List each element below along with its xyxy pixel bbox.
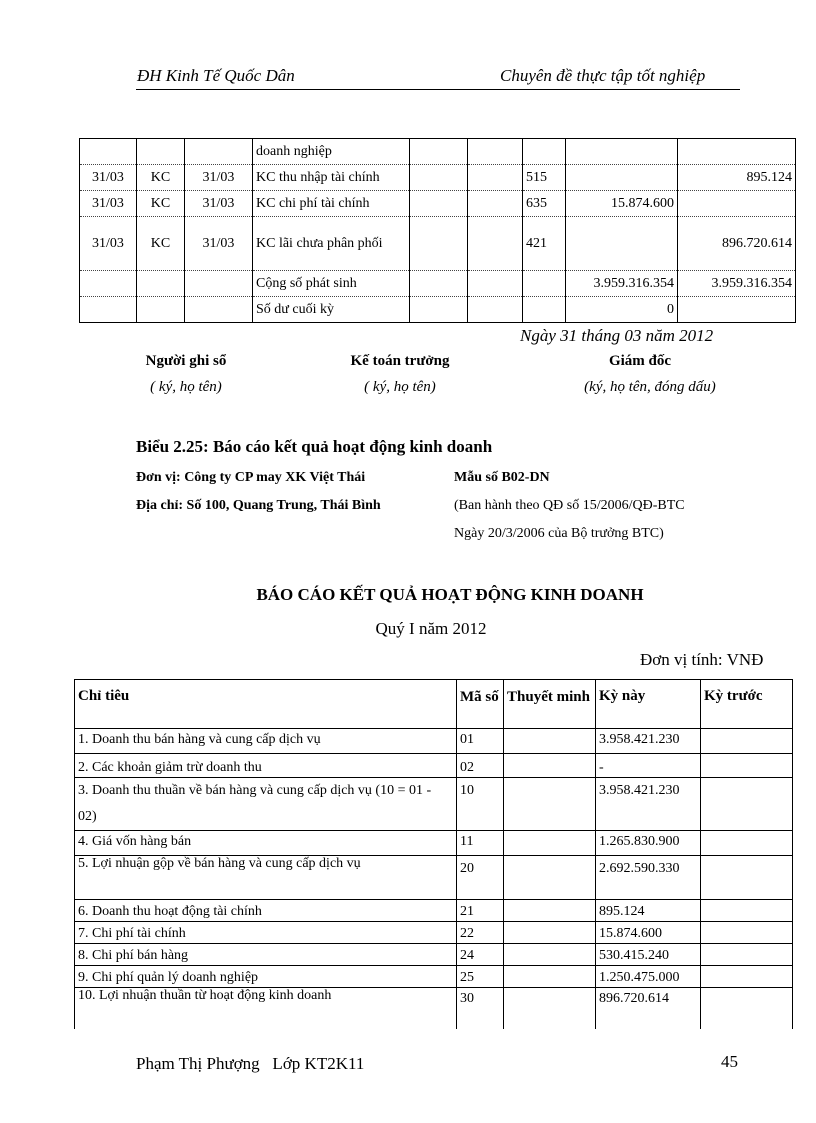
section-title: Biểu 2.25: Báo cáo kết quả hoạt động kinh doanh <box>136 437 493 456</box>
report-period: Quý I năm 2012 <box>375 619 487 638</box>
decree-line-1: (Ban hành theo QĐ số 15/2006/QĐ-BTC <box>454 498 685 513</box>
ledger-table <box>79 138 796 323</box>
decree-line-2: Ngày 20/3/2006 của Bộ trưởng BTC) <box>454 526 664 541</box>
date-line: Ngày 31 tháng 03 năm 2012 <box>520 326 714 345</box>
ledger-row: Số dư cuối kỳ 0 <box>80 297 796 323</box>
ledger-row: 31/03 KC 31/03 KC chi phí tài chính 635 15.874.600 <box>80 191 796 217</box>
income-statement-table <box>74 679 793 1029</box>
table-row: 8. Chi phí bán hàng 24 530.415.240 <box>75 944 793 966</box>
table-row: 1. Doanh thu bán hàng và cung cấp dịch vụ 01 3.958.421.230 <box>75 729 793 754</box>
company-unit: Đơn vị: Công ty CP may XK Việt Thái <box>136 470 366 485</box>
table-row: 9. Chi phí quản lý doanh nghiệp 25 1.250.475.000 <box>75 966 793 988</box>
table-row: 2. Các khoản giảm trừ doanh thu 02 - <box>75 754 793 778</box>
signature-title-director: Giám đốc <box>608 353 672 369</box>
table-row: 6. Doanh thu hoạt động tài chính 21 895.124 <box>75 900 793 922</box>
table-row: 7. Chi phí tài chính 22 15.874.600 <box>75 922 793 944</box>
ledger-row: 31/03 KC 31/03 KC thu nhập tài chính 515 895.124 <box>80 165 796 191</box>
ledger-row: 31/03 KC 31/03 KC lãi chưa phân phối 421 896.720.614 <box>80 217 796 271</box>
header-report-type: Chuyên đề thực tập tốt nghiệp <box>500 66 706 85</box>
header-code: Mã số <box>457 680 504 729</box>
signature-note-chief-accountant: ( ký, họ tên) <box>364 379 436 395</box>
table-row: 10. Lợi nhuận thuần từ hoạt động kinh doanh 30 896.720.614 <box>75 988 793 1030</box>
header-indicator: Chỉ tiêu <box>75 680 457 729</box>
page-number: 45 <box>721 1052 738 1071</box>
footer-author: Phạm Thị Phượng Lớp KT2K11 <box>136 1054 365 1073</box>
table-row: 4. Giá vốn hàng bán 11 1.265.830.900 <box>75 831 793 856</box>
form-number: Mẫu số B02-DN <box>454 470 550 485</box>
header-note: Thuyết minh <box>504 680 596 729</box>
signature-note-recorder: ( ký, họ tên) <box>150 379 222 395</box>
signature-note-director: (ký, họ tên, đóng dấu) <box>584 379 716 395</box>
report-title: BÁO CÁO KẾT QUẢ HOẠT ĐỘNG KINH DOANH <box>256 585 644 604</box>
report-unit: Đơn vị tính: VNĐ <box>640 650 764 669</box>
header-previous: Kỳ trước <box>701 680 793 729</box>
header-school: ĐH Kinh Tế Quốc Dân <box>137 66 295 85</box>
ledger-row: doanh nghiệp <box>80 139 796 165</box>
header-current: Kỳ này <box>596 680 701 729</box>
signature-title-recorder: Người ghi sổ <box>145 353 227 369</box>
ledger-row: Cộng số phát sinh 3.959.316.354 3.959.316.354 <box>80 271 796 297</box>
signature-title-chief-accountant: Kế toán trưởng <box>350 353 450 369</box>
table-header-row <box>75 680 793 729</box>
table-row: 5. Lợi nhuận gộp về bán hàng và cung cấp dịch vụ 20 2.692.590.330 <box>75 856 793 900</box>
table-row: 3. Doanh thu thuần về bán hàng và cung cấp dịch vụ (10 = 01 - 02) 10 3.958.421.230 <box>75 778 793 831</box>
header-rule <box>136 89 740 90</box>
company-address: Địa chỉ: Số 100, Quang Trung, Thái Bình <box>136 498 381 513</box>
